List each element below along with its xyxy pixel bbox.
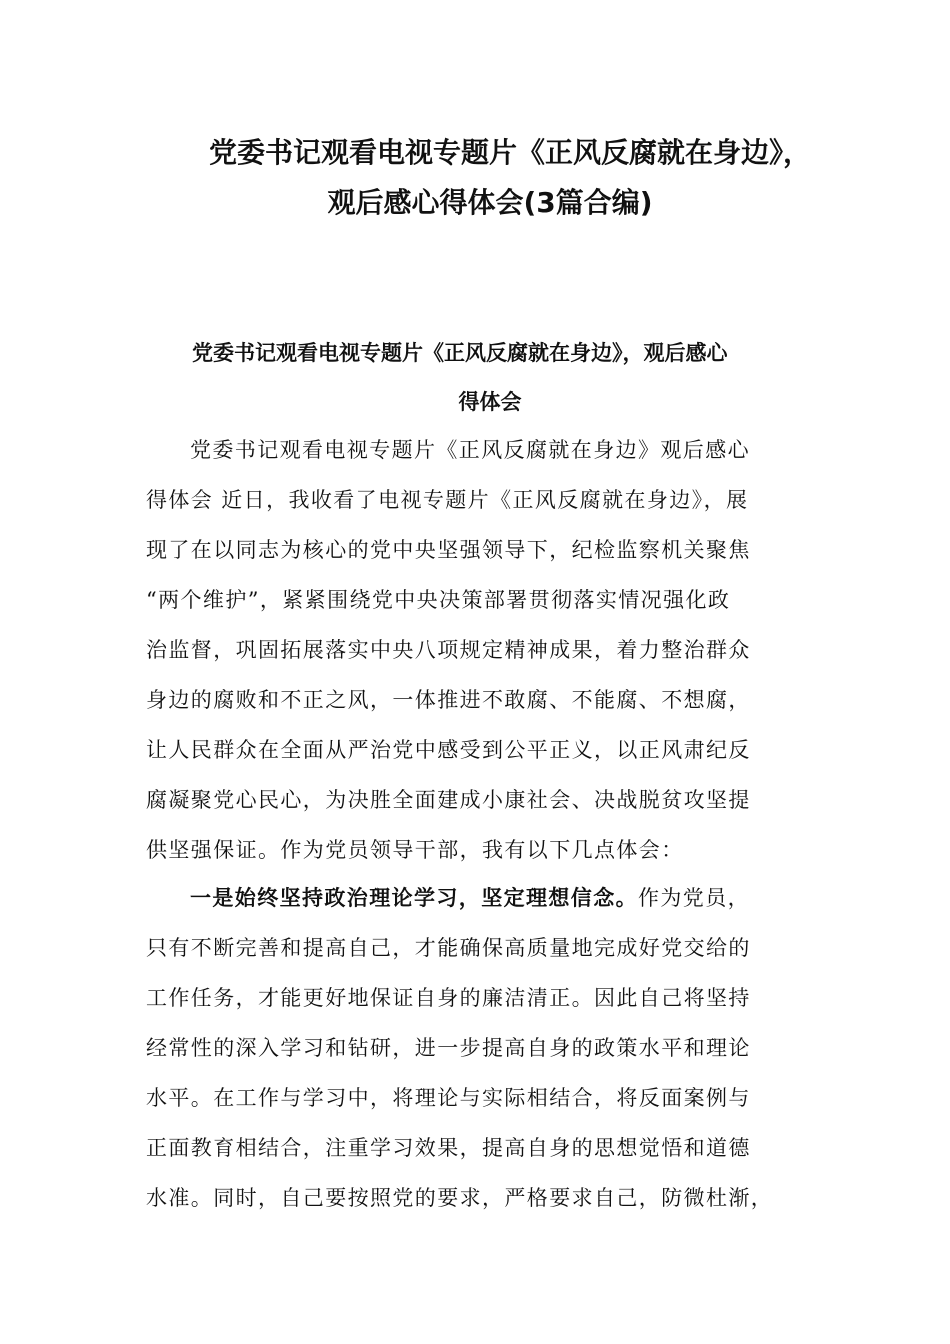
paragraph-2-line: 经常性的深入学习和钻研，进一步提高自身的政策水平和理论 [146,1036,751,1060]
paragraph-1-line: 供坚强保证。作为党员领导干部，我有以下几点体会： [146,838,684,862]
paragraph-2-first-rest: 作为党员， [638,886,750,910]
paragraph-2-line: 工作任务，才能更好地保证自身的廉洁清正。因此自己将坚持 [146,986,751,1010]
section-title-line-1: 党委书记观看电视专题片《正风反腐就在身边》，观后感心 [192,341,728,365]
paragraph-1-line: 现了在以同志为核心的党中央坚强领导下，纪检监察机关聚焦 [146,538,751,562]
section-title-line-2: 得体会 [458,390,522,414]
paragraph-2-first-line [190,882,826,914]
paragraph-1-line: “两个维护”，紧紧围绕党中央决策部署贯彻落实情况强化政 [146,588,731,612]
paragraph-1-line: 党委书记观看电视专题片《正风反腐就在身边》观后感心 [190,438,750,462]
paragraph-2-lead: 一是始终坚持政治理论学习，坚定理想信念。 [190,886,638,910]
document-title-line-1: 党委书记观看电视专题片《正风反腐就在身边》， [208,136,811,169]
paragraph-2-line: 正面教育相结合，注重学习效果，提高自身的思想觉悟和道德 [146,1136,751,1160]
document-title-line-2: 观后感心得体会(3篇合编) [327,186,653,219]
paragraph-1-line: 得体会 近日，我收看了电视专题片《正风反腐就在身边》，展 [146,488,749,512]
paragraph-2-line: 水准。同时，自己要按照党的要求，严格要求自己，防微杜渐， [146,1186,774,1210]
paragraph-1-line: 身边的腐败和不正之风，一体推进不敢腐、不能腐、不想腐， [146,688,751,712]
paragraph-2-line: 只有不断完善和提高自己，才能确保高质量地完成好党交给的 [146,936,751,960]
paragraph-1-line: 治监督，巩固拓展落实中央八项规定精神成果，着力整治群众 [146,638,751,662]
paragraph-1-line: 腐凝聚党心民心，为决胜全面建成小康社会、决战脱贫攻坚提 [146,788,751,812]
paragraph-1-line: 让人民群众在全面从严治党中感受到公平正义，以正风肃纪反 [146,738,751,762]
paragraph-2-line: 水平。在工作与学习中，将理论与实际相结合，将反面案例与 [146,1086,751,1110]
